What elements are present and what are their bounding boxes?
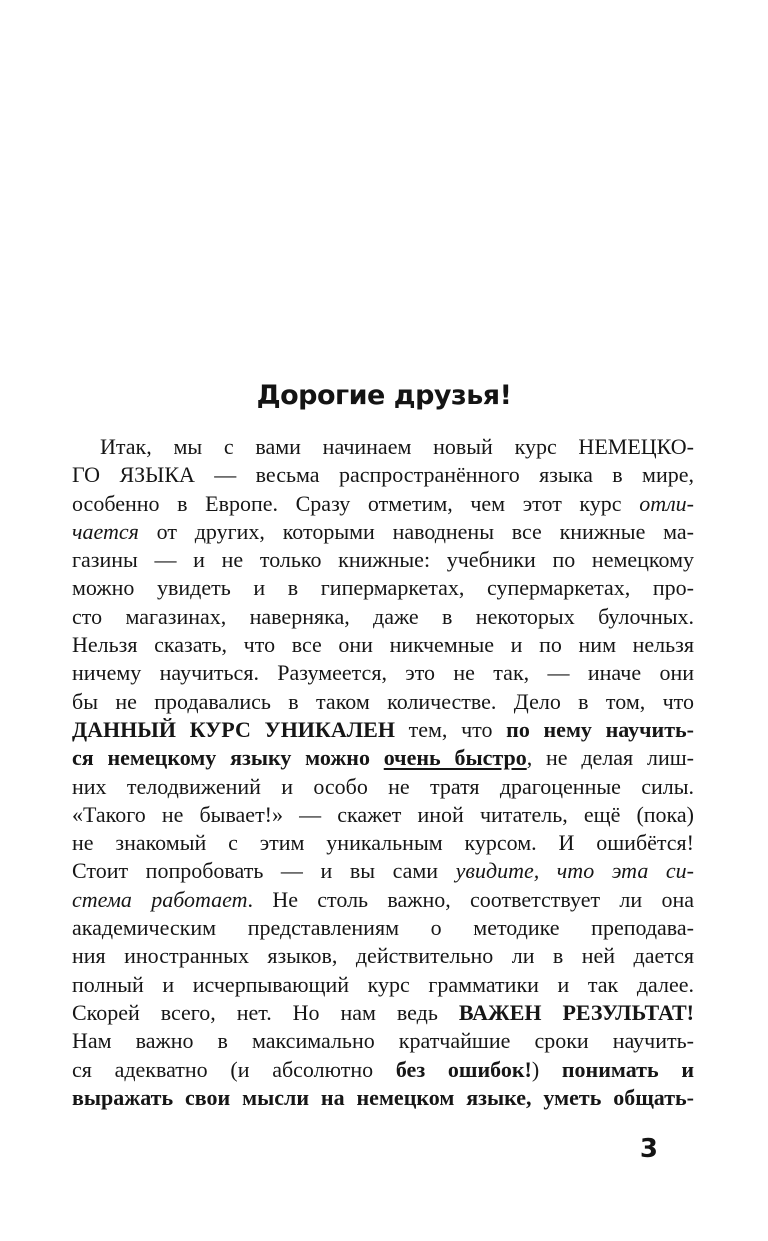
body-text — [72, 433, 694, 1112]
text-segment: ДАННЫЙ КУРС УНИКАЛЕН — [72, 716, 395, 742]
text-segment: понимать и — [561, 1056, 694, 1082]
text-segment: ГО ЯЗЫКА — весьма распространённого языка в мире, — [72, 462, 694, 488]
text-segment: сто магазинах, наверняка, даже в некоторых булочных. — [72, 603, 694, 629]
text-line — [72, 688, 694, 716]
text-segment: чается — [72, 518, 139, 544]
text-line — [72, 999, 694, 1027]
text-segment: ВАЖЕН РЕЗУЛЬТАТ! — [458, 999, 694, 1025]
text-line — [72, 546, 694, 574]
text-segment: можно увидеть и в гипермаркетах, супермаркетах, про- — [72, 575, 694, 601]
text-line — [72, 603, 694, 631]
text-segment: Стоит попробовать — и вы сами — [72, 858, 456, 884]
text-segment: ся адекватно (и абсолютно — [72, 1056, 396, 1082]
text-segment: полный и исчерпывающий курс грамматики и так далее. — [72, 971, 694, 997]
text-segment: «Такого не бывает!» — скажет иной читатель, ещё (пока) — [72, 801, 694, 827]
text-segment: тем, что — [394, 716, 507, 742]
text-segment: академическим представлениям о методике преподава- — [72, 915, 694, 941]
text-line — [72, 716, 694, 744]
text-segment: Нам важно в максимально кратчайшие сроки научить- — [72, 1028, 694, 1054]
text-line — [72, 773, 694, 801]
text-line — [72, 490, 694, 518]
text-line — [72, 886, 694, 914]
text-line — [72, 518, 694, 546]
text-segment: стема работает — [72, 886, 248, 912]
text-line — [72, 631, 694, 659]
text-segment: газины — и не только книжные: учебники по немецкому — [72, 547, 694, 573]
text-segment: отли- — [639, 490, 694, 516]
text-segment: бы не продавались в таком количестве. Дело в том, что — [72, 688, 694, 714]
text-segment: особенно в Европе. Сразу отметим, чем этот курс — [72, 490, 640, 516]
text-segment: не знакомый с этим уникальным курсом. И ошибётся! — [72, 830, 694, 856]
text-line — [72, 1027, 694, 1055]
text-line — [72, 857, 694, 885]
text-segment: , не делая лиш- — [526, 745, 694, 771]
text-line — [72, 914, 694, 942]
text-segment: выражать свои мысли на немецком языке, уметь общать- — [72, 1084, 694, 1110]
text-segment: ничему научиться. Разумеется, это не так, — иначе они — [72, 660, 694, 686]
text-segment: ния иностранных языков, действительно ли в ней дается — [72, 943, 694, 969]
text-line — [72, 1084, 694, 1112]
text-segment: увидите, что эта си- — [455, 858, 694, 884]
text-line — [72, 942, 694, 970]
text-line — [72, 461, 694, 489]
text-line — [72, 829, 694, 857]
text-segment: Скорей всего, нет. Но нам ведь — [72, 999, 459, 1025]
text-segment: очень быстро — [383, 745, 527, 771]
text-line — [72, 659, 694, 687]
text-segment: Нельзя сказать, что все они никчемные и по ним нельзя — [72, 632, 694, 658]
text-segment: них телодвижений и особо не тратя драгоценные силы. — [72, 773, 694, 799]
text-segment: . Не столь важно, соответствует ли она — [247, 886, 695, 912]
text-segment: без ошибок! — [395, 1056, 532, 1082]
text-line — [72, 1056, 694, 1084]
text-line — [72, 744, 694, 772]
text-line — [72, 971, 694, 999]
text-segment: ) — [531, 1056, 562, 1082]
text-line — [72, 801, 694, 829]
text-line — [72, 574, 694, 602]
text-segment: Итак, мы с вами начинаем новый курс НЕМЕЦКО- — [100, 434, 694, 459]
text-line — [72, 433, 694, 461]
text-segment: по нему научить- — [506, 716, 695, 742]
page-number: 3 — [639, 1134, 658, 1164]
page-title: Дорогие друзья! — [256, 380, 512, 411]
text-segment: ся немецкому языку можно — [72, 745, 384, 771]
text-segment: от других, которыми наводнены все книжные ма- — [138, 518, 694, 544]
